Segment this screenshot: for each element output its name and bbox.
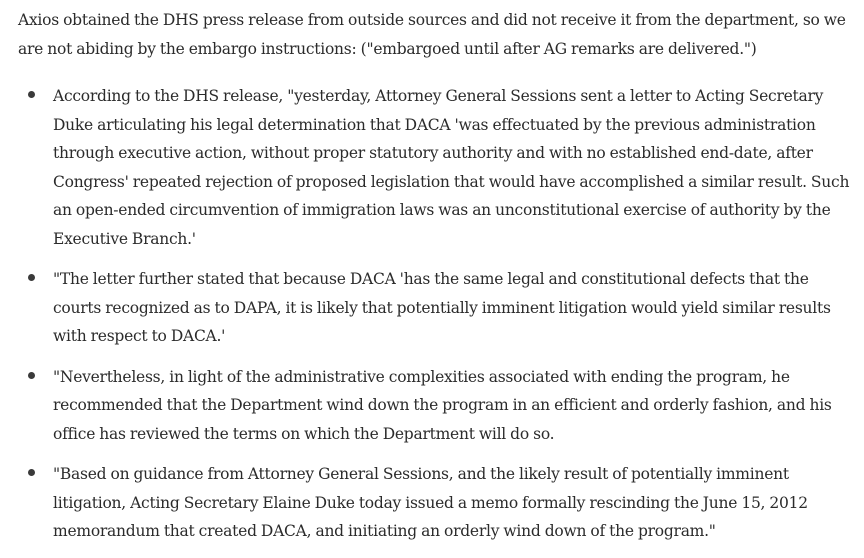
- list-item: [18, 82, 858, 253]
- list-item-text: "The letter further stated that because DACA 'has the same legal and constitutional defects that the courts recognized as to DAPA, it is likely that potentially imminent litigation would yield similar results with respect to DACA.': [53, 270, 831, 345]
- bullet-icon: [28, 469, 35, 476]
- list-item: [18, 265, 858, 351]
- list-item-text: "Based on guidance from Attorney General Sessions, and the likely result of potentially imminent litigation, Acting Secretary Elaine Duke today issued a memo formally rescinding the June 15, 2012 memorandum that created DACA, and initiating an orderly wind down of the program.": [53, 465, 808, 540]
- list-item: [18, 460, 858, 546]
- bullet-icon: [28, 274, 35, 281]
- article-body: [18, 6, 858, 558]
- list-item-text: According to the DHS release, "yesterday, Attorney General Sessions sent a letter to Acting Secretary Duke articulating his legal determination that DACA 'was effectuated by the previous administration through executive action, without proper statutory authority and with no established end-date, after Congress' repeated rejection of proposed legislation that would have accomplished a similar result. Such an open-ended circumvention of immigration laws was an unconstitutional exercise of authority by the Executive Branch.': [53, 87, 850, 248]
- intro-paragraph: Axios obtained the DHS press release from outside sources and did not receive it from the department, so we are not abiding by the embargo instructions: ("embargoed until after AG remarks are delivered."): [18, 11, 846, 58]
- bullet-icon: [28, 91, 35, 98]
- list-item-text: "Nevertheless, in light of the administrative complexities associated with ending the program, he recommended that the Department wind down the program in an efficient and orderly fashion, and his office has reviewed the terms on which the Department will do so.: [53, 367, 832, 443]
- bullet-icon: [28, 372, 35, 379]
- list-item: [18, 363, 858, 449]
- bullet-list: [18, 82, 858, 546]
